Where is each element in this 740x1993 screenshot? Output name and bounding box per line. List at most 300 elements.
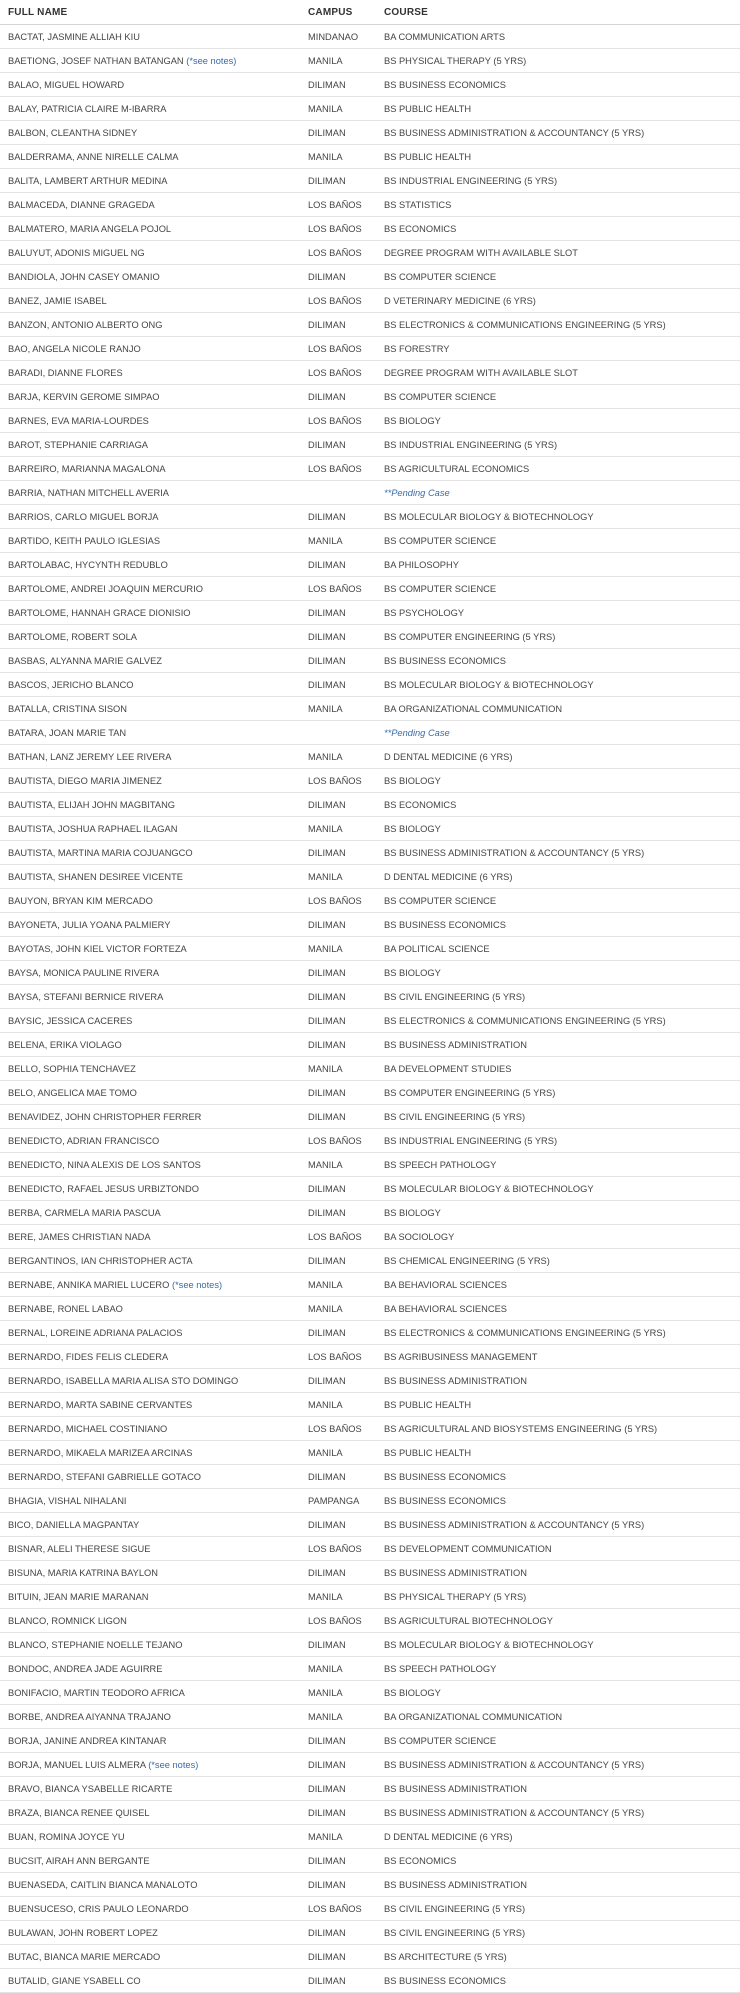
cell-course: BS ARCHITECTURE (5 YRS) bbox=[376, 1945, 740, 1969]
cell-course: BS CIVIL ENGINEERING (5 YRS) bbox=[376, 1921, 740, 1945]
cell-course: BS CIVIL ENGINEERING (5 YRS) bbox=[376, 1897, 740, 1921]
cell-course: BS MOLECULAR BIOLOGY & BIOTECHNOLOGY bbox=[376, 1633, 740, 1657]
cell-campus: MANILA bbox=[300, 1825, 376, 1849]
cell-full-name bbox=[0, 1009, 300, 1033]
cell-course-pending: **Pending Case bbox=[376, 721, 740, 745]
full-name-text: BAYONETA, JULIA YOANA PALMIERY bbox=[8, 919, 171, 930]
full-name-text: BUCSIT, AIRAH ANN BERGANTE bbox=[8, 1855, 150, 1866]
cell-course: BS ECONOMICS bbox=[376, 1849, 740, 1873]
cell-campus: DILIMAN bbox=[300, 1753, 376, 1777]
table-row bbox=[0, 1609, 740, 1633]
cell-course: BS CHEMICAL ENGINEERING (5 YRS) bbox=[376, 1249, 740, 1273]
full-name-text: BANDIOLA, JOHN CASEY OMANIO bbox=[8, 271, 160, 282]
table-row bbox=[0, 1441, 740, 1465]
full-name-text: BAUTISTA, JOSHUA RAPHAEL ILAGAN bbox=[8, 823, 178, 834]
cell-full-name bbox=[0, 1369, 300, 1393]
cell-campus: DILIMAN bbox=[300, 625, 376, 649]
full-name-text: BAYSA, STEFANI BERNICE RIVERA bbox=[8, 991, 164, 1002]
cell-campus: MANILA bbox=[300, 1705, 376, 1729]
cell-full-name bbox=[0, 217, 300, 241]
cell-campus: DILIMAN bbox=[300, 1561, 376, 1585]
table-row bbox=[0, 193, 740, 217]
cell-course: BS BIOLOGY bbox=[376, 1681, 740, 1705]
cell-full-name bbox=[0, 1705, 300, 1729]
cell-campus: MANILA bbox=[300, 1657, 376, 1681]
header-row bbox=[0, 0, 740, 25]
cell-course: BA ORGANIZATIONAL COMMUNICATION bbox=[376, 1705, 740, 1729]
cell-campus: MANILA bbox=[300, 97, 376, 121]
full-name-text: BALMACEDA, DIANNE GRAGEDA bbox=[8, 199, 155, 210]
cell-course: BS AGRICULTURAL AND BIOSYSTEMS ENGINEERING (5 YRS) bbox=[376, 1417, 740, 1441]
cell-full-name bbox=[0, 1825, 300, 1849]
table-row bbox=[0, 1417, 740, 1441]
cell-campus: MINDANAO bbox=[300, 25, 376, 49]
cell-course: BS MOLECULAR BIOLOGY & BIOTECHNOLOGY bbox=[376, 1177, 740, 1201]
cell-course: BS PHYSICAL THERAPY (5 YRS) bbox=[376, 49, 740, 73]
cell-course: BS BUSINESS ECONOMICS bbox=[376, 1969, 740, 1993]
full-name-text: BANZON, ANTONIO ALBERTO ONG bbox=[8, 319, 163, 330]
cell-campus: MANILA bbox=[300, 1393, 376, 1417]
full-name-text: BUAN, ROMINA JOYCE YU bbox=[8, 1831, 125, 1842]
table-row bbox=[0, 529, 740, 553]
cell-full-name bbox=[0, 49, 300, 73]
full-name-text: BHAGIA, VISHAL NIHALANI bbox=[8, 1495, 127, 1506]
cell-campus: MANILA bbox=[300, 1585, 376, 1609]
table-row bbox=[0, 1201, 740, 1225]
table-row bbox=[0, 841, 740, 865]
cell-full-name bbox=[0, 1321, 300, 1345]
cell-campus: LOS BAÑOS bbox=[300, 337, 376, 361]
cell-full-name bbox=[0, 1465, 300, 1489]
cell-full-name bbox=[0, 1753, 300, 1777]
cell-full-name bbox=[0, 553, 300, 577]
table-row bbox=[0, 625, 740, 649]
full-name-text: BELENA, ERIKA VIOLAGO bbox=[8, 1039, 122, 1050]
cell-campus: LOS BAÑOS bbox=[300, 577, 376, 601]
table-row bbox=[0, 1921, 740, 1945]
cell-full-name bbox=[0, 1417, 300, 1441]
full-name-text: BARTOLOME, HANNAH GRACE DIONISIO bbox=[8, 607, 191, 618]
cell-full-name bbox=[0, 1537, 300, 1561]
table-row bbox=[0, 961, 740, 985]
full-name-text: BARREIRO, MARIANNA MAGALONA bbox=[8, 463, 166, 474]
full-name-text: BARNES, EVA MARIA-LOURDES bbox=[8, 415, 149, 426]
cell-full-name bbox=[0, 601, 300, 625]
table-row bbox=[0, 553, 740, 577]
cell-full-name bbox=[0, 121, 300, 145]
cell-full-name bbox=[0, 1729, 300, 1753]
full-name-text: BENEDICTO, NINA ALEXIS DE LOS SANTOS bbox=[8, 1159, 201, 1170]
cell-course: BS CIVIL ENGINEERING (5 YRS) bbox=[376, 1105, 740, 1129]
table-row bbox=[0, 1297, 740, 1321]
cell-full-name bbox=[0, 505, 300, 529]
full-name-text: BAETIONG, JOSEF NATHAN BATANGAN bbox=[8, 55, 184, 66]
cell-course: DEGREE PROGRAM WITH AVAILABLE SLOT bbox=[376, 241, 740, 265]
cell-campus: DILIMAN bbox=[300, 1201, 376, 1225]
cell-course: BS FORESTRY bbox=[376, 337, 740, 361]
cell-course: BS BUSINESS ECONOMICS bbox=[376, 913, 740, 937]
cell-campus: LOS BAÑOS bbox=[300, 1417, 376, 1441]
table-row bbox=[0, 433, 740, 457]
table-row bbox=[0, 1969, 740, 1993]
table-row bbox=[0, 1033, 740, 1057]
cell-full-name bbox=[0, 481, 300, 505]
cell-course: BS COMPUTER SCIENCE bbox=[376, 1729, 740, 1753]
full-name-text: BERNABE, RONEL LABAO bbox=[8, 1303, 123, 1314]
cell-course: BS BUSINESS ADMINISTRATION & ACCOUNTANCY (5 YRS) bbox=[376, 1513, 740, 1537]
cell-full-name bbox=[0, 241, 300, 265]
cell-campus: DILIMAN bbox=[300, 793, 376, 817]
cell-campus: MANILA bbox=[300, 529, 376, 553]
cell-campus: DILIMAN bbox=[300, 1465, 376, 1489]
cell-campus: MANILA bbox=[300, 865, 376, 889]
full-name-text: BARRIA, NATHAN MITCHELL AVERIA bbox=[8, 487, 170, 498]
full-name-text: BICO, DANIELLA MAGPANTAY bbox=[8, 1519, 140, 1530]
cell-campus: DILIMAN bbox=[300, 265, 376, 289]
cell-full-name bbox=[0, 193, 300, 217]
cell-campus: DILIMAN bbox=[300, 1105, 376, 1129]
cell-course: BS MOLECULAR BIOLOGY & BIOTECHNOLOGY bbox=[376, 673, 740, 697]
table-row bbox=[0, 1273, 740, 1297]
cell-course: BS ELECTRONICS & COMMUNICATIONS ENGINEERING (5 YRS) bbox=[376, 313, 740, 337]
table-row bbox=[0, 769, 740, 793]
cell-campus: DILIMAN bbox=[300, 73, 376, 97]
cell-course: BA ORGANIZATIONAL COMMUNICATION bbox=[376, 697, 740, 721]
full-name-text: BARTOLOME, ANDREI JOAQUIN MERCURIO bbox=[8, 583, 203, 594]
cell-course: BS BUSINESS ADMINISTRATION & ACCOUNTANCY (5 YRS) bbox=[376, 121, 740, 145]
cell-campus: DILIMAN bbox=[300, 1945, 376, 1969]
full-name-text: BONIFACIO, MARTIN TEODORO AFRICA bbox=[8, 1687, 185, 1698]
cell-course: BS BUSINESS ADMINISTRATION & ACCOUNTANCY (5 YRS) bbox=[376, 1753, 740, 1777]
cell-campus: DILIMAN bbox=[300, 961, 376, 985]
table-row bbox=[0, 217, 740, 241]
cell-full-name bbox=[0, 769, 300, 793]
cell-campus: DILIMAN bbox=[300, 1009, 376, 1033]
cell-course: BS BUSINESS ECONOMICS bbox=[376, 1489, 740, 1513]
cell-full-name bbox=[0, 937, 300, 961]
full-name-text: BUENASEDA, CAITLIN BIANCA MANALOTO bbox=[8, 1879, 198, 1890]
table-row bbox=[0, 817, 740, 841]
full-name-text: BALDERRAMA, ANNE NIRELLE CALMA bbox=[8, 151, 179, 162]
full-name-text: BONDOC, ANDREA JADE AGUIRRE bbox=[8, 1663, 163, 1674]
full-name-text: BARTIDO, KEITH PAULO IGLESIAS bbox=[8, 535, 161, 546]
cell-campus: LOS BAÑOS bbox=[300, 361, 376, 385]
cell-full-name bbox=[0, 337, 300, 361]
full-name-text: BERBA, CARMELA MARIA PASCUA bbox=[8, 1207, 161, 1218]
full-name-text: BANEZ, JAMIE ISABEL bbox=[8, 295, 107, 306]
cell-full-name bbox=[0, 1489, 300, 1513]
full-name-text: BISUNA, MARIA KATRINA BAYLON bbox=[8, 1567, 158, 1578]
cell-full-name bbox=[0, 649, 300, 673]
full-name-text: BELLO, SOPHIA TENCHAVEZ bbox=[8, 1063, 136, 1074]
cell-full-name bbox=[0, 1393, 300, 1417]
cell-course: BS ELECTRONICS & COMMUNICATIONS ENGINEERING (5 YRS) bbox=[376, 1009, 740, 1033]
table-row bbox=[0, 313, 740, 337]
cell-full-name bbox=[0, 313, 300, 337]
full-name-text: BAUYON, BRYAN KIM MERCADO bbox=[8, 895, 153, 906]
cell-full-name bbox=[0, 745, 300, 769]
cell-full-name bbox=[0, 1873, 300, 1897]
cell-course: BS BUSINESS ADMINISTRATION & ACCOUNTANCY (5 YRS) bbox=[376, 841, 740, 865]
cell-course: BA BEHAVIORAL SCIENCES bbox=[376, 1297, 740, 1321]
cell-course: BA COMMUNICATION ARTS bbox=[376, 25, 740, 49]
table-row bbox=[0, 1153, 740, 1177]
table-row bbox=[0, 1849, 740, 1873]
cell-full-name bbox=[0, 889, 300, 913]
table-row bbox=[0, 1489, 740, 1513]
cell-course: BS COMPUTER SCIENCE bbox=[376, 577, 740, 601]
table-row bbox=[0, 97, 740, 121]
cell-full-name bbox=[0, 1681, 300, 1705]
cell-campus: LOS BAÑOS bbox=[300, 1345, 376, 1369]
cell-course: BS INDUSTRIAL ENGINEERING (5 YRS) bbox=[376, 169, 740, 193]
table-row bbox=[0, 409, 740, 433]
cell-course: BS BUSINESS ECONOMICS bbox=[376, 73, 740, 97]
full-name-text: BAUTISTA, DIEGO MARIA JIMENEZ bbox=[8, 775, 162, 786]
see-notes-link[interactable]: (*see notes) bbox=[186, 55, 237, 66]
cell-full-name bbox=[0, 1561, 300, 1585]
cell-campus: DILIMAN bbox=[300, 1321, 376, 1345]
cell-full-name bbox=[0, 1609, 300, 1633]
cell-campus: DILIMAN bbox=[300, 553, 376, 577]
cell-campus: DILIMAN bbox=[300, 649, 376, 673]
table-row bbox=[0, 1345, 740, 1369]
cell-course: BS BIOLOGY bbox=[376, 1201, 740, 1225]
cell-campus: DILIMAN bbox=[300, 1729, 376, 1753]
table-row bbox=[0, 745, 740, 769]
full-name-text: BAYOTAS, JOHN KIEL VICTOR FORTEZA bbox=[8, 943, 187, 954]
table-row bbox=[0, 121, 740, 145]
full-name-text: BORJA, MANUEL LUIS ALMERA bbox=[8, 1759, 146, 1770]
full-name-text: BLANCO, STEPHANIE NOELLE TEJANO bbox=[8, 1639, 183, 1650]
table-row bbox=[0, 1465, 740, 1489]
see-notes-link[interactable]: (*see notes) bbox=[148, 1759, 199, 1770]
full-name-text: BORJA, JANINE ANDREA KINTANAR bbox=[8, 1735, 167, 1746]
cell-campus: MANILA bbox=[300, 1057, 376, 1081]
table-header bbox=[0, 0, 740, 25]
cell-campus: MANILA bbox=[300, 697, 376, 721]
table-row bbox=[0, 649, 740, 673]
cell-full-name bbox=[0, 409, 300, 433]
full-name-text: BACTAT, JASMINE ALLIAH KIU bbox=[8, 31, 140, 42]
cell-campus: DILIMAN bbox=[300, 913, 376, 937]
full-name-text: BARADI, DIANNE FLORES bbox=[8, 367, 123, 378]
cell-course: BS INDUSTRIAL ENGINEERING (5 YRS) bbox=[376, 433, 740, 457]
cell-full-name bbox=[0, 1945, 300, 1969]
table-row bbox=[0, 1585, 740, 1609]
cell-campus: DILIMAN bbox=[300, 385, 376, 409]
cell-full-name bbox=[0, 1777, 300, 1801]
cell-course: BS AGRICULTURAL ECONOMICS bbox=[376, 457, 740, 481]
full-name-text: BUTALID, GIANE YSABELL CO bbox=[8, 1975, 141, 1986]
cell-full-name bbox=[0, 289, 300, 313]
table-row bbox=[0, 1249, 740, 1273]
cell-campus: DILIMAN bbox=[300, 1801, 376, 1825]
table-row bbox=[0, 1129, 740, 1153]
cell-course-pending: **Pending Case bbox=[376, 481, 740, 505]
table-row bbox=[0, 985, 740, 1009]
cell-full-name bbox=[0, 169, 300, 193]
cell-full-name bbox=[0, 457, 300, 481]
cell-campus: DILIMAN bbox=[300, 433, 376, 457]
cell-campus: DILIMAN bbox=[300, 1513, 376, 1537]
full-name-text: BATHAN, LANZ JEREMY LEE RIVERA bbox=[8, 751, 172, 762]
cell-course: BS PUBLIC HEALTH bbox=[376, 145, 740, 169]
cell-full-name bbox=[0, 1177, 300, 1201]
cell-course: BS COMPUTER ENGINEERING (5 YRS) bbox=[376, 625, 740, 649]
cell-campus: LOS BAÑOS bbox=[300, 1609, 376, 1633]
cell-full-name bbox=[0, 1081, 300, 1105]
cell-full-name bbox=[0, 1249, 300, 1273]
cell-full-name bbox=[0, 1033, 300, 1057]
full-name-text: BALUYUT, ADONIS MIGUEL NG bbox=[8, 247, 145, 258]
table-row bbox=[0, 265, 740, 289]
full-name-text: BITUIN, JEAN MARIE MARANAN bbox=[8, 1591, 149, 1602]
cell-campus bbox=[300, 721, 376, 745]
table-row bbox=[0, 1945, 740, 1969]
cell-course: BS SPEECH PATHOLOGY bbox=[376, 1657, 740, 1681]
cell-course: BS COMPUTER SCIENCE bbox=[376, 385, 740, 409]
cell-course: BS BUSINESS ADMINISTRATION bbox=[376, 1369, 740, 1393]
table-row bbox=[0, 505, 740, 529]
cell-full-name bbox=[0, 265, 300, 289]
table-row bbox=[0, 1177, 740, 1201]
header-full-name: FULL NAME bbox=[0, 0, 300, 25]
table-row bbox=[0, 937, 740, 961]
cell-campus: DILIMAN bbox=[300, 1921, 376, 1945]
table-body bbox=[0, 25, 740, 1993]
full-name-text: BATALLA, CRISTINA SISON bbox=[8, 703, 127, 714]
cell-full-name bbox=[0, 913, 300, 937]
full-name-text: BAUTISTA, MARTINA MARIA COJUANGCO bbox=[8, 847, 193, 858]
cell-full-name bbox=[0, 25, 300, 49]
cell-full-name bbox=[0, 1969, 300, 1993]
full-name-text: BARTOLABAC, HYCYNTH REDUBLO bbox=[8, 559, 168, 570]
cell-course: D DENTAL MEDICINE (6 YRS) bbox=[376, 865, 740, 889]
table-row bbox=[0, 1369, 740, 1393]
cell-course: BS PHYSICAL THERAPY (5 YRS) bbox=[376, 1585, 740, 1609]
cell-course: BA POLITICAL SCIENCE bbox=[376, 937, 740, 961]
full-name-text: BALAO, MIGUEL HOWARD bbox=[8, 79, 125, 90]
table-row bbox=[0, 289, 740, 313]
cell-course: BS BUSINESS ADMINISTRATION & ACCOUNTANCY (5 YRS) bbox=[376, 1801, 740, 1825]
table-row bbox=[0, 241, 740, 265]
cell-campus: MANILA bbox=[300, 49, 376, 73]
full-name-text: BALMATERO, MARIA ANGELA POJOL bbox=[8, 223, 172, 234]
cell-full-name bbox=[0, 673, 300, 697]
cell-campus: LOS BAÑOS bbox=[300, 1225, 376, 1249]
cell-full-name bbox=[0, 1297, 300, 1321]
full-name-text: BISNAR, ALELI THERESE SIGUE bbox=[8, 1543, 151, 1554]
table-row bbox=[0, 697, 740, 721]
table-row bbox=[0, 145, 740, 169]
cell-full-name bbox=[0, 865, 300, 889]
cell-full-name bbox=[0, 721, 300, 745]
full-name-text: BENEDICTO, ADRIAN FRANCISCO bbox=[8, 1135, 160, 1146]
cell-full-name bbox=[0, 145, 300, 169]
cell-full-name bbox=[0, 433, 300, 457]
full-name-text: BASCOS, JERICHO BLANCO bbox=[8, 679, 134, 690]
cell-campus: DILIMAN bbox=[300, 1081, 376, 1105]
cell-campus: LOS BAÑOS bbox=[300, 889, 376, 913]
cell-course: BS BIOLOGY bbox=[376, 409, 740, 433]
full-name-text: BALITA, LAMBERT ARTHUR MEDINA bbox=[8, 175, 168, 186]
cell-campus: MANILA bbox=[300, 1441, 376, 1465]
cell-course: BS COMPUTER ENGINEERING (5 YRS) bbox=[376, 1081, 740, 1105]
cell-campus: DILIMAN bbox=[300, 1369, 376, 1393]
table-row bbox=[0, 673, 740, 697]
cell-campus: LOS BAÑOS bbox=[300, 409, 376, 433]
cell-course: BS BIOLOGY bbox=[376, 817, 740, 841]
cell-campus: DILIMAN bbox=[300, 1873, 376, 1897]
cell-full-name bbox=[0, 361, 300, 385]
cell-full-name bbox=[0, 793, 300, 817]
table-row bbox=[0, 1321, 740, 1345]
cell-course: BS COMPUTER SCIENCE bbox=[376, 265, 740, 289]
table-row bbox=[0, 1681, 740, 1705]
full-name-text: BARRIOS, CARLO MIGUEL BORJA bbox=[8, 511, 159, 522]
full-name-text: BRAVO, BIANCA YSABELLE RICARTE bbox=[8, 1783, 173, 1794]
cell-campus: DILIMAN bbox=[300, 1033, 376, 1057]
cell-full-name bbox=[0, 817, 300, 841]
table-row bbox=[0, 1009, 740, 1033]
full-name-text: BAYSIC, JESSICA CACERES bbox=[8, 1015, 133, 1026]
cell-campus: MANILA bbox=[300, 1681, 376, 1705]
cell-campus: MANILA bbox=[300, 1273, 376, 1297]
table-row bbox=[0, 1777, 740, 1801]
full-name-text: BLANCO, ROMNICK LIGON bbox=[8, 1615, 127, 1626]
table-row bbox=[0, 601, 740, 625]
cell-campus: MANILA bbox=[300, 1297, 376, 1321]
cell-course: BS ECONOMICS bbox=[376, 793, 740, 817]
table-row bbox=[0, 1081, 740, 1105]
cell-campus: DILIMAN bbox=[300, 1249, 376, 1273]
cell-full-name bbox=[0, 697, 300, 721]
full-name-text: BARTOLOME, ROBERT SOLA bbox=[8, 631, 137, 642]
cell-course: BS ECONOMICS bbox=[376, 217, 740, 241]
cell-course: BS PSYCHOLOGY bbox=[376, 601, 740, 625]
see-notes-link[interactable]: (*see notes) bbox=[171, 1279, 223, 1290]
cell-full-name bbox=[0, 1513, 300, 1537]
cell-full-name bbox=[0, 1129, 300, 1153]
cell-course: BS COMPUTER SCIENCE bbox=[376, 529, 740, 553]
full-name-text: BERNABE, ANNIKA MARIEL LUCERO bbox=[8, 1279, 170, 1290]
cell-campus: DILIMAN bbox=[300, 673, 376, 697]
cell-campus: LOS BAÑOS bbox=[300, 1129, 376, 1153]
table-row bbox=[0, 1225, 740, 1249]
cell-full-name bbox=[0, 1225, 300, 1249]
cell-campus: DILIMAN bbox=[300, 505, 376, 529]
cell-full-name bbox=[0, 1105, 300, 1129]
table-row bbox=[0, 49, 740, 73]
full-name-text: BENAVIDEZ, JOHN CHRISTOPHER FERRER bbox=[8, 1111, 202, 1122]
header-campus: CAMPUS bbox=[300, 0, 376, 25]
cell-full-name bbox=[0, 1441, 300, 1465]
cell-campus: DILIMAN bbox=[300, 169, 376, 193]
cell-course: DEGREE PROGRAM WITH AVAILABLE SLOT bbox=[376, 361, 740, 385]
table-row bbox=[0, 1897, 740, 1921]
cell-full-name bbox=[0, 625, 300, 649]
cell-full-name bbox=[0, 1897, 300, 1921]
full-name-text: BERNARDO, FIDES FELIS CLEDERA bbox=[8, 1351, 169, 1362]
table-row bbox=[0, 25, 740, 49]
cell-campus: DILIMAN bbox=[300, 601, 376, 625]
full-name-text: BORBE, ANDREA AIYANNA TRAJANO bbox=[8, 1711, 171, 1722]
cell-campus: MANILA bbox=[300, 745, 376, 769]
table-row bbox=[0, 1513, 740, 1537]
full-name-text: BERNARDO, ISABELLA MARIA ALISA STO DOMINGO bbox=[8, 1375, 239, 1386]
cell-campus: DILIMAN bbox=[300, 1633, 376, 1657]
